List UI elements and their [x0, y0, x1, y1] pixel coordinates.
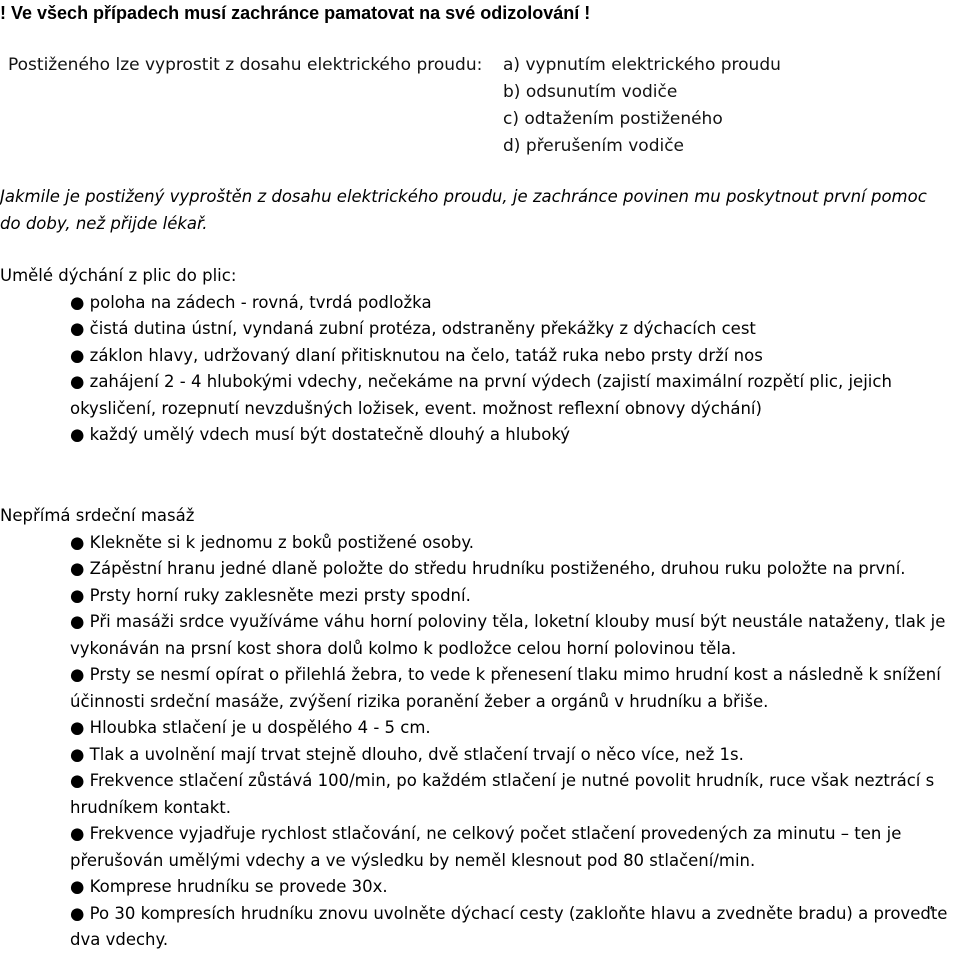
cpr-item: ● Prsty se nesmí opírat o přilehlá žebra, to vede k přenesení tlaku mimo hrudní kost a následně k snížení účinnosti srdeční masáže, zvýšení rizika poranění žeber a orgánů v hrudníku a břiše. [70, 665, 941, 711]
bullet-icon: ● [70, 345, 85, 365]
cpr-item: ● Prsty horní ruky zaklesněte mezi prsty spodní. [70, 585, 471, 605]
bullet-icon: ● [70, 612, 85, 631]
cpr-heading: Nepřímá srdeční masáž [0, 506, 195, 525]
bullet-icon: ● [70, 824, 85, 843]
cpr-section [0, 503, 960, 954]
rescue-row [8, 133, 781, 160]
breathing-section [0, 263, 950, 449]
rescue-option: d) přerušením vodiče [503, 136, 685, 156]
rescue-option: b) odsunutím vodiče [503, 82, 678, 102]
cpr-item: ● Tlak a uvolnění mají trvat stejně dlouho, dvě stlačení trvají o něco více, než 1s. [70, 744, 744, 764]
cpr-item: ● Frekvence stlačení zůstává 100/min, po každém stlačení je nutné povolit hrudník, ruce však neztrácí s hrudníkem kontakt. [70, 771, 935, 817]
cpr-item: ● Hloubka stlačení je u dospělého 4 - 5 cm. [70, 718, 431, 737]
breathing-item: ● čistá dutina ústní, vyndaná zubní protéza, odstraněny překážky z dýchacích cest [70, 319, 756, 338]
breathing-item: ● zahájení 2 - 4 hlubokými vdechy, nečekáme na první výdech (zajistí maximální rozpětí plic, jejich [70, 372, 892, 391]
rescue-row [8, 52, 781, 79]
breathing-continuation: okysličení, rozepnutí nevzdušných ložisek, event. možnost reflexní obnovy dýchání) [70, 398, 762, 418]
bullet-icon: ● [70, 585, 85, 605]
rescue-row [8, 79, 781, 106]
rescue-option: a) vypnutím elektrického proudu [503, 55, 781, 75]
bullet-icon: ● [70, 665, 85, 684]
bullet-icon: ● [70, 425, 85, 444]
bullet-icon: ● [70, 718, 85, 737]
rescue-option: c) odtažením postiženého [503, 109, 723, 129]
bullet-icon: ● [70, 903, 85, 923]
cpr-item: ● Po 30 kompresích hrudníku znovu uvolněte dýchací cesty (zakloňte hlavu a zvedněte bradu) a proveďte dva vdechy. [70, 903, 948, 949]
cpr-item: ● Klekněte si k jednomu z boků postižené osoby. [70, 532, 475, 552]
breathing-item: ● každý umělý vdech musí být dostatečně dlouhý a hluboký [70, 425, 571, 444]
breathing-item: ● poloha na zádech - rovná, tvrdá podložka [70, 292, 432, 312]
bullet-icon: ● [70, 532, 85, 552]
bullet-icon: ● [70, 319, 85, 338]
rescue-row [8, 106, 781, 133]
rescue-intro: Postiženého lze vyprostit z dosahu elektrického proudu: [8, 55, 483, 75]
cpr-item: ● Frekvence vyjadřuje rychlost stlačování, ne celkový počet stlačení provedených za minutu – ten je přerušován umělými vdechy a ve výsledku by neměl klesnout pod 80 stlačení/min. [70, 824, 902, 870]
rescue-methods [8, 52, 781, 160]
breathing-item: ● záklon hlavy, udržovaný dlaní přitisknutou na čelo, tatáž ruka nebo prsty drží nos [70, 345, 763, 365]
bullet-icon: ● [70, 771, 85, 790]
document-title: ! Ve všech případech musí zachránce pamatovat na své odizolování ! [0, 3, 591, 23]
breathing-heading: Umělé dýchání z plic do plic: [0, 266, 237, 285]
bullet-icon: ● [70, 744, 85, 764]
first-aid-note: Jakmile je postižený vyproštěn z dosahu elektrického proudu, je zachránce povinen mu poskytnout první pomoc do doby, než přijde lékař. [0, 187, 927, 233]
bullet-icon: ● [70, 559, 85, 578]
bullet-icon: ● [70, 877, 85, 896]
cpr-item: ● Komprese hrudníku se provede 30x. [70, 877, 388, 896]
cpr-item: ● Zápěstní hranu jedné dlaně položte do středu hrudníku postiženého, druhou ruku položte na první. [70, 559, 906, 578]
bullet-icon: ● [70, 292, 85, 312]
cpr-item: ● Při masáži srdce využíváme váhu horní poloviny těla, loketní klouby musí být neustále nataženy, tlak je vykonáván na prsní kost shora dolů kolmo k podložce celou horní polovinou těla. [70, 612, 946, 658]
bullet-icon: ● [70, 372, 85, 391]
